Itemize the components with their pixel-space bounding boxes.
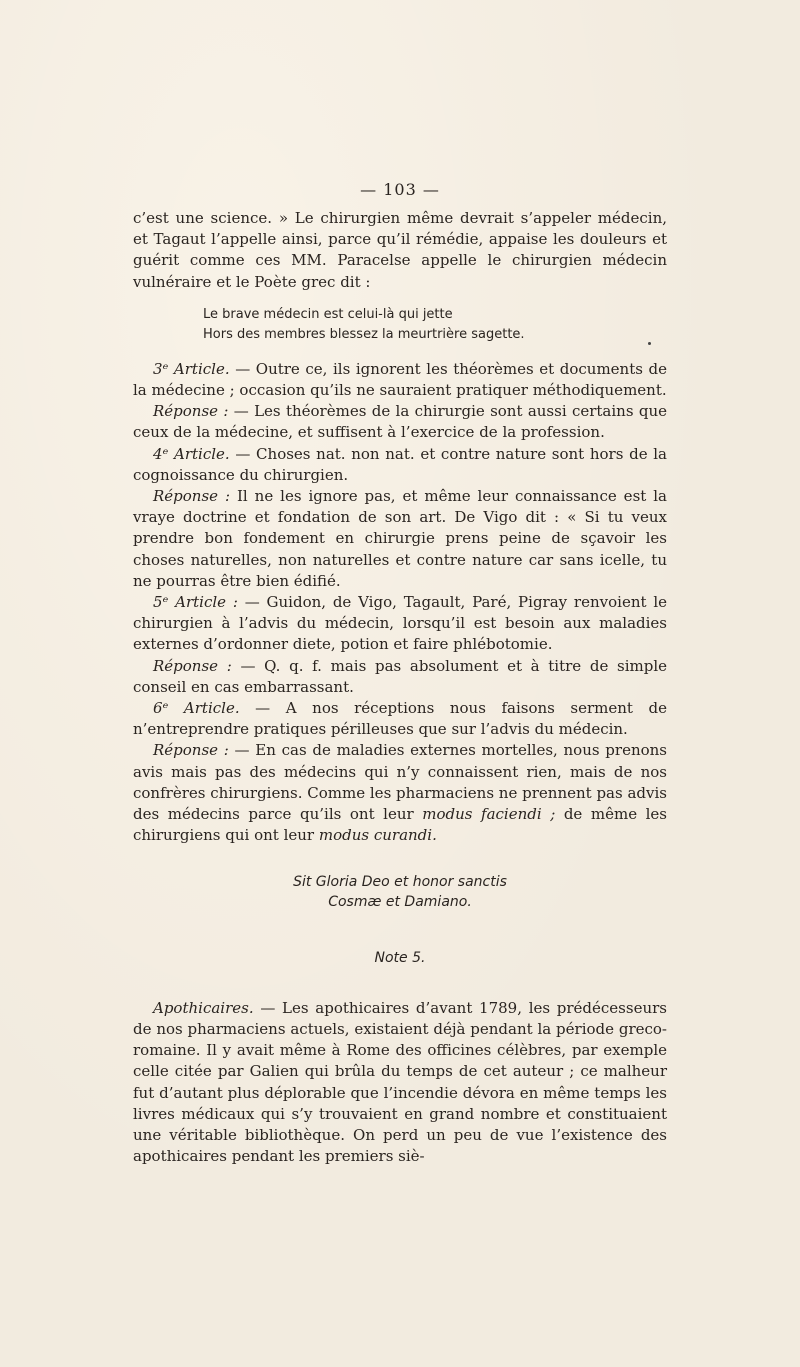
page-number: — 103 — (360, 180, 440, 199)
verse-line-2: Hors des membres blessez la meurtrière sagette. (203, 326, 525, 342)
article-3-label: 3ᵉ Article. (153, 359, 230, 378)
article-4 (133, 444, 667, 486)
response-6-text-a: — En cas de maladies externes mortelles, nous prenons avis mais pas des médecins qui n’y connaissent rien, mais de nos confrères chirurgiens. Comme les pharmaciens ne prennent pas advis des médecins parce qu’ils ont leur (133, 741, 667, 824)
response-3-label: Réponse : (153, 402, 229, 421)
ink-speck (648, 342, 651, 345)
response-6 (133, 740, 667, 846)
page-body (133, 208, 667, 1167)
article-6-label: 6ᵉ Article. (153, 699, 240, 718)
response-4-text: Il ne les ignore pas, et même leur connaissance est la vraye doctrine et fondation de son art. De Vigo dit : « Si tu veux prendre bon fondement en chirurgie prens peine de sçavoir les choses naturelles, non naturelles et contre nature car sans icelle, tu ne pourras être bien édifié. (133, 487, 667, 590)
paragraph-intro: c’est une science. » Le chirurgien même devrait s’appeler médecin, et Tagaut l’appelle ainsi, parce qu’il rémédie, appaise les douleurs et guérit comme ces MM. Paracelse appelle le chirurgien médecin vulnéraire et le Poète grec dit : (133, 209, 667, 291)
article-3 (133, 359, 667, 401)
response-6-italic-a: modus faciendi ; (422, 805, 556, 824)
apothicaires-label: Apothicaires. (153, 998, 254, 1017)
article-6 (133, 698, 667, 740)
article-4-label: 4ᵉ Article. (153, 444, 230, 463)
response-6-italic-b: modus curandi. (318, 826, 437, 845)
article-5-label: 5ᵉ Article : (153, 593, 238, 612)
verse-quote (203, 305, 667, 345)
article-4-text: — Choses nat. non nat. et contre nature sont hors de la cognoissance du chirurgien. (133, 444, 667, 484)
response-5 (133, 656, 667, 698)
closing-line-1: Sit Gloria Deo et honor sanctis (293, 874, 507, 891)
verse-line-1: Le brave médecin est celui-là qui jette (203, 306, 453, 322)
response-6-text-b: de même les chirurgiens qui ont leur (133, 805, 668, 845)
response-6-label: Réponse : (153, 741, 229, 760)
closing-dedication (133, 872, 667, 912)
response-3-text: — Les théorèmes de la chirurgie sont aussi certains que ceux de la médecine, et suffisent à l’exercice de la profession. (133, 402, 667, 442)
note-heading: Note 5. (374, 950, 426, 967)
closing-line-2: Cosmæ et Damiano. (328, 894, 472, 911)
response-5-label: Réponse : (153, 656, 232, 675)
article-5-text: — Guidon, de Vigo, Tagault, Paré, Pigray renvoient le chirurgien à l’advis du médecin, lorsqu’il est besoin aux maladies externes d’ordonner diete, potion et faire phlébotomie. (133, 593, 667, 654)
article-5 (133, 592, 667, 656)
apothicaires-text: — Les apothicaires d’avant 1789, les prédécesseurs de nos pharmaciens actuels, existaient déjà pendant la période greco-romaine. Il y avait même à Rome des officines célèbres, par exemple celle citée par Galien qui brûla du temps de cet auteur ; ce malheur fut d’autant plus déplorable que l’incendie dévora en même temps les livres médicaux qui s’y trouvaient en grand nombre et constituaient une véritable bibliothèque. On perd un peu de vue l’existence des apothicaires pendant les premiers siè- (133, 998, 667, 1166)
paragraph-apothicaires (133, 998, 667, 1168)
response-4 (133, 486, 667, 592)
response-4-label: Réponse : (153, 487, 231, 506)
response-3 (133, 401, 667, 443)
article-3-text: — Outre ce, ils ignorent les théorèmes et documents de la médecine ; occasion qu’ils ne sauraient pratiquer méthodiquement. (133, 359, 667, 400)
article-6-text: — A nos réceptions nous faisons serment de n’entreprendre pratiques périlleuses que sur l’advis du médecin. (133, 699, 668, 739)
response-5-text: — Q. q. f. mais pas absolument et à titre de simple conseil en cas embarrassant. (133, 656, 667, 696)
